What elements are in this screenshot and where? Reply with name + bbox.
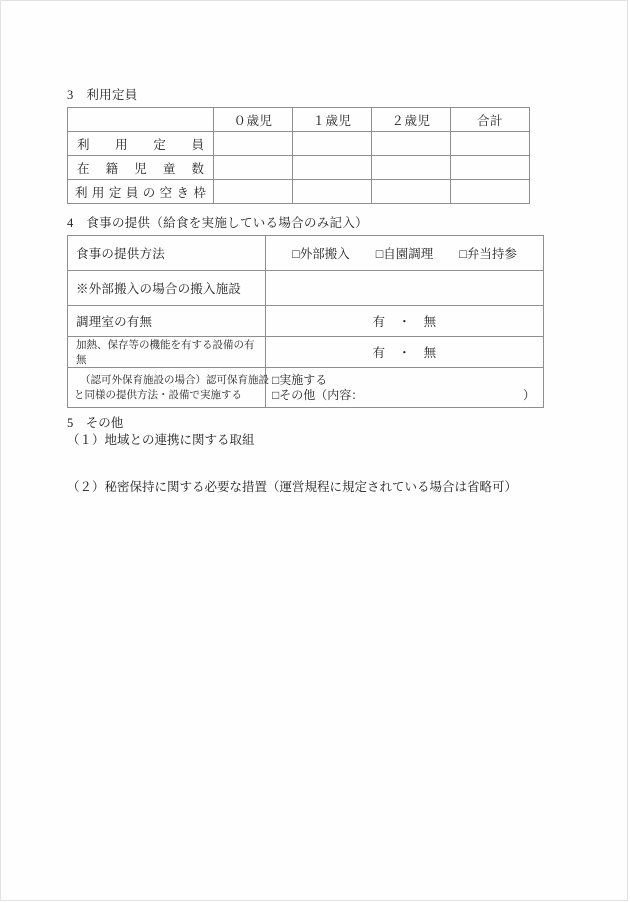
other-close-paren: ） <box>522 387 535 402</box>
capacity-row-label-zaiseki <box>68 156 214 180</box>
section-5-answer-space-1[interactable] <box>67 449 567 479</box>
table-row <box>68 368 544 408</box>
meal-item-method: 食事の提供方法 <box>68 236 266 271</box>
meal-item-equipment-presence: 加熱、保存等の機能を有する設備の有無 <box>68 337 266 368</box>
capacity-header-age1: １歳児 <box>293 108 372 132</box>
capacity-input-akiwaku-age1[interactable] <box>293 180 372 204</box>
section-5 <box>67 415 567 496</box>
capacity-row-label-teiin-text: 利用定員 <box>77 137 204 152</box>
checkbox-other[interactable]: □その他（内容： <box>272 387 364 402</box>
meal-item-unlicensed-note-line1: （認可外保育施設の場合）認可保育施設 <box>80 374 269 386</box>
table-row <box>68 337 544 368</box>
capacity-input-akiwaku-age0[interactable] <box>214 180 293 204</box>
section-3-heading: 3 利用定員 <box>67 88 138 102</box>
meal-item-unlicensed-note <box>68 368 269 408</box>
table-row <box>68 306 544 337</box>
capacity-input-teiin-age0[interactable] <box>214 132 293 156</box>
meal-equipment-yesno[interactable]: 有 ・ 無 <box>266 337 544 368</box>
capacity-input-teiin-age1[interactable] <box>293 132 372 156</box>
capacity-input-zaiseki-age1[interactable] <box>293 156 372 180</box>
capacity-header-age2: ２歳児 <box>372 108 451 132</box>
capacity-input-teiin-total[interactable] <box>451 132 530 156</box>
meal-unlicensed-options <box>266 368 544 408</box>
meal-method-options <box>266 236 544 271</box>
capacity-input-zaiseki-age0[interactable] <box>214 156 293 180</box>
capacity-header-age0: ０歳児 <box>214 108 293 132</box>
section-5-item-2: （２）秘密保持に関する必要な措置（運営規程に規定されている場合は省略可） <box>67 480 518 494</box>
capacity-row-label-zaiseki-text: 在籍児童数 <box>77 161 204 176</box>
capacity-input-zaiseki-total[interactable] <box>451 156 530 180</box>
capacity-input-teiin-age2[interactable] <box>372 132 451 156</box>
table-row <box>68 236 544 271</box>
meal-item-unlicensed-note-line2: と同様の提供方法・設備で実施する <box>74 389 242 401</box>
checkbox-in-house-cooking[interactable]: □自園調理 <box>375 247 434 261</box>
capacity-row-label-akiwaku-text: 利用定員の空き枠 <box>75 185 206 200</box>
checkbox-outsourced-delivery[interactable]: □外部搬入 <box>292 247 350 261</box>
section-4-heading: 4 食事の提供（給食を実施している場合のみ記入） <box>67 216 368 230</box>
capacity-header-total: 合計 <box>451 108 530 132</box>
section-5-item-1: （１）地域との連携に関する取組 <box>67 433 255 447</box>
meal-input-delivery-facility[interactable] <box>266 271 544 306</box>
table-row <box>68 108 530 132</box>
capacity-row-label-akiwaku <box>68 180 214 204</box>
checkbox-bring-own-lunch[interactable]: □弁当持参 <box>459 247 517 261</box>
capacity-header-blank <box>68 108 214 132</box>
capacity-table <box>67 107 530 204</box>
capacity-input-zaiseki-age2[interactable] <box>372 156 451 180</box>
checkbox-implement[interactable]: □実施する <box>272 372 328 387</box>
meal-item-delivery-facility: ※外部搬入の場合の搬入施設 <box>68 271 266 306</box>
table-row <box>68 271 544 306</box>
document-content <box>67 87 567 496</box>
table-row <box>68 180 530 204</box>
capacity-row-label-teiin <box>68 132 214 156</box>
meal-kitchen-yesno[interactable]: 有 ・ 無 <box>266 306 544 337</box>
capacity-input-akiwaku-age2[interactable] <box>372 180 451 204</box>
meal-item-kitchen-presence: 調理室の有無 <box>68 306 266 337</box>
section-5-heading: 5 その他 <box>67 416 124 430</box>
capacity-input-akiwaku-total[interactable] <box>451 180 530 204</box>
table-row <box>68 156 530 180</box>
meal-table <box>67 235 544 408</box>
table-row <box>68 132 530 156</box>
